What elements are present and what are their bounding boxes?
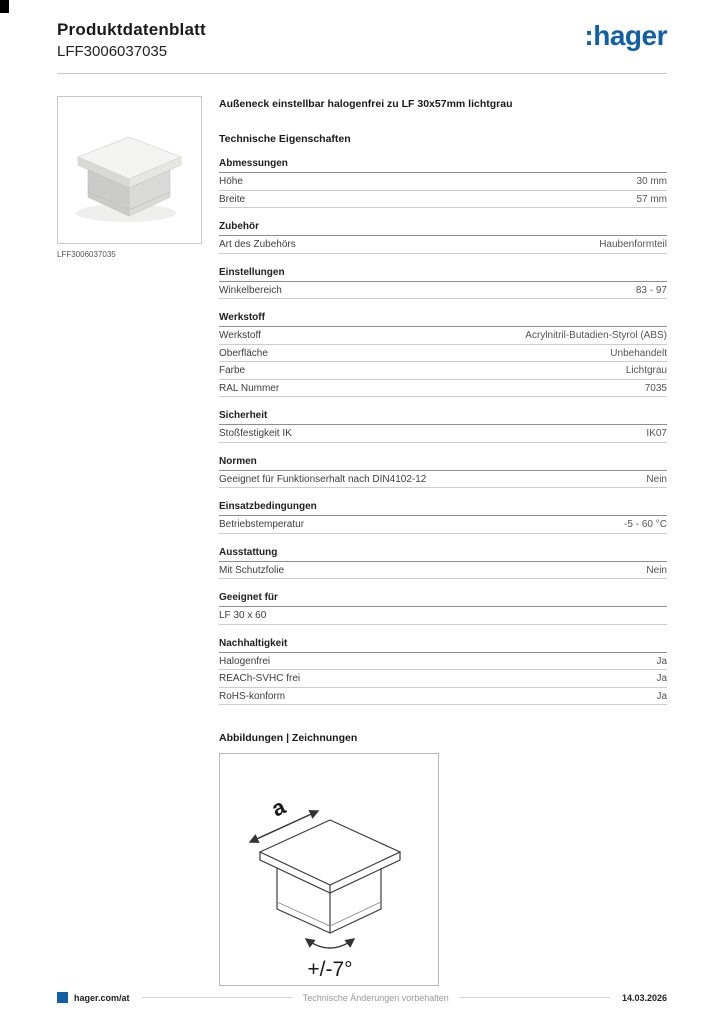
product-photo xyxy=(57,96,202,244)
spec-label: Art des Zubehörs xyxy=(219,239,296,250)
spec-label: Farbe xyxy=(219,365,246,376)
spec-row xyxy=(219,191,667,209)
spec-row xyxy=(219,236,667,254)
spec-section xyxy=(219,310,667,397)
spec-row xyxy=(219,670,667,688)
page-title: Produktdatenblatt xyxy=(57,20,206,39)
footer xyxy=(57,992,667,1003)
footer-website-link[interactable]: hager.com/at xyxy=(74,992,130,1003)
spec-row xyxy=(219,607,667,625)
spec-section-heading: Abmessungen xyxy=(219,156,667,173)
footer-notice xyxy=(142,993,610,1003)
spec-section xyxy=(219,590,667,625)
spec-value: 57 mm xyxy=(636,193,667,205)
spec-label: Breite xyxy=(219,193,246,205)
content xyxy=(0,74,724,986)
spec-label: Geeignet für Funktionserhalt nach DIN4102-12 xyxy=(219,473,427,485)
spec-value: 30 mm xyxy=(636,176,667,187)
spec-value: Nein xyxy=(646,564,667,576)
spec-label: Stoßfestigkeit IK xyxy=(219,428,292,439)
product-image-column xyxy=(57,96,202,986)
spec-section xyxy=(219,454,667,489)
spec-value: Unbehandelt xyxy=(610,347,667,359)
spec-row xyxy=(219,425,667,443)
spec-label: Winkelbereich xyxy=(219,284,282,296)
spec-section-heading: Einstellungen xyxy=(219,265,667,282)
product-photo-caption: LFF3006037035 xyxy=(57,250,116,259)
spec-value: 7035 xyxy=(644,382,667,394)
spec-section-heading: Geeignet für xyxy=(219,590,667,607)
spec-section xyxy=(219,499,667,534)
spec-section xyxy=(219,408,667,443)
spec-section-heading: Ausstattung xyxy=(219,545,667,562)
spec-section-heading: Einsatzbedingungen xyxy=(219,499,667,516)
footer-notice-text: Technische Änderungen vorbehalten xyxy=(302,992,449,1003)
spec-value: Haubenformteil xyxy=(599,239,667,250)
spec-section xyxy=(219,545,667,580)
spec-label: LF 30 x 60 xyxy=(219,610,267,621)
tech-properties-title: Technische Eigenschaften xyxy=(219,133,351,145)
spec-label: Werkstoff xyxy=(219,330,261,341)
spec-section-heading: Normen xyxy=(219,454,667,471)
spec-row xyxy=(219,282,667,300)
spec-value: IK07 xyxy=(646,428,667,439)
spec-row xyxy=(219,653,667,671)
spec-row xyxy=(219,471,667,489)
spec-label: Oberfläche xyxy=(219,347,268,359)
spec-label: Betriebstemperatur xyxy=(219,519,305,530)
spec-value: Nein xyxy=(646,473,667,485)
angle-label: +/-7° xyxy=(307,958,353,981)
spec-row xyxy=(219,380,667,398)
spec-row xyxy=(219,362,667,380)
product-id: LFF3006037035 xyxy=(57,43,168,60)
spec-label: RoHS-konform xyxy=(219,690,286,702)
footer-date: 14.03.2026 xyxy=(621,992,667,1003)
spec-label: RAL Nummer xyxy=(219,382,280,394)
spec-value: 83 - 97 xyxy=(635,284,667,296)
technical-drawing xyxy=(219,753,439,986)
header xyxy=(0,0,724,60)
dimension-label: a xyxy=(267,793,290,822)
spec-value: -5 - 60 °C xyxy=(624,519,667,530)
spec-value: Ja xyxy=(656,655,667,667)
spec-label: REACh-SVHC frei xyxy=(219,673,301,684)
spec-row xyxy=(219,562,667,580)
product-photo-graphic xyxy=(58,97,201,243)
spec-section-heading: Sicherheit xyxy=(219,408,667,425)
spec-label: Halogenfrei xyxy=(219,655,271,667)
spec-label: Höhe xyxy=(219,176,243,187)
spec-value: Lichtgrau xyxy=(625,365,667,376)
spec-row xyxy=(219,173,667,191)
drawings-title: Abbildungen | Zeichnungen xyxy=(219,732,358,744)
spec-sections xyxy=(219,156,667,705)
spec-section xyxy=(219,219,667,254)
spec-label: Mit Schutzfolie xyxy=(219,564,285,576)
spec-value: Ja xyxy=(656,690,667,702)
spec-row xyxy=(219,345,667,363)
specs-column xyxy=(219,96,667,986)
technical-drawing-graphic xyxy=(220,754,438,985)
spec-section xyxy=(219,636,667,706)
spec-section-heading: Nachhaltigkeit xyxy=(219,636,667,653)
hager-logo-mark xyxy=(57,992,68,1003)
spec-value: Ja xyxy=(656,673,667,684)
hager-logo: :hager xyxy=(584,20,667,51)
header-titles xyxy=(57,20,206,60)
spec-section xyxy=(219,265,667,300)
spec-section xyxy=(219,156,667,208)
spec-row xyxy=(219,516,667,534)
spec-value: Acrylnitril-Butadien-Styrol (ABS) xyxy=(525,330,667,341)
spec-row xyxy=(219,327,667,345)
footer-brand xyxy=(57,992,130,1003)
spec-row xyxy=(219,688,667,706)
spec-section-heading: Werkstoff xyxy=(219,310,667,327)
product-description: Außeneck einstellbar halogenfrei zu LF 30x57mm lichtgrau xyxy=(219,98,513,110)
print-registration-mark xyxy=(0,0,9,13)
spec-section-heading: Zubehör xyxy=(219,219,667,236)
